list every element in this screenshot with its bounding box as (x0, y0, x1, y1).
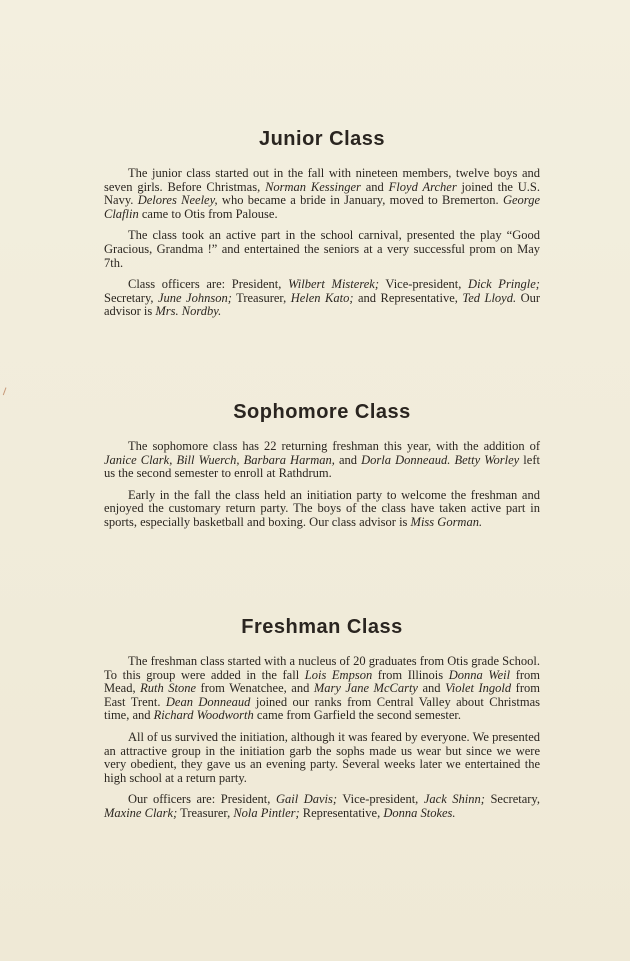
paragraph (104, 489, 540, 530)
name-text: Miss Gorman. (410, 514, 483, 529)
name-text: George Claflin (104, 193, 540, 221)
body-text: Treasurer, (231, 290, 291, 305)
paragraph (104, 793, 540, 820)
sophomore-class-section (104, 401, 540, 538)
body-text: from East Trent. (104, 681, 540, 709)
name-text: Donna Weil (448, 667, 511, 682)
name-text: Richard Woodworth (153, 708, 254, 723)
body-text: from Wenatchee, and (196, 681, 314, 696)
margin-mark (3, 387, 10, 396)
body-text: Treasurer, (177, 805, 234, 820)
body-text: joined our ranks from Central Valley about Christmas time, and (104, 694, 540, 723)
body-text: All of us survived the initiation, although it was feared by everyone. We presented an attractive group in the initiation garb the sophs made us wear but since we were very obedient, they gave us an evening party. Several weeks later we entertained the high school at a return party. (104, 729, 540, 785)
body-text: The class took an active part in the school carnival, presented the play “Good Gracious, Grandma !” and entertained the seniors at a very successful prom on May 7th. (104, 228, 540, 270)
body-text: Representative, (299, 805, 384, 820)
body-text: and (417, 681, 446, 696)
freshman-class-section (104, 616, 540, 829)
body-text: Our advisor is (104, 290, 541, 319)
paragraph (104, 440, 540, 481)
name-text: Wilbert Misterek; (288, 277, 379, 292)
paragraph (104, 731, 540, 785)
body-text: came from Garfield the second semester. (253, 708, 461, 723)
name-text: Gail Davis; (275, 792, 338, 807)
body-text: Early in the fall the class held an initiation party to welcome the freshman and enjoyed the customary return party. The boys of the class have taken active part in sports, especially basketball and boxing. Our class advisor is (104, 487, 540, 529)
name-text: Delores Neeley, (137, 193, 218, 208)
name-text: Violet Ingold (445, 681, 512, 696)
name-text: Mary Jane McCarty (313, 681, 418, 696)
name-text: Dorla Donneaud. Betty Worley (361, 452, 520, 467)
name-text: Janice Clark, Bill Wuerch, Barbara Harman, (104, 452, 335, 467)
body-text: from Illinois (372, 667, 449, 682)
name-text: Lois Empson (304, 667, 373, 682)
body-text: from Mead, (104, 667, 540, 696)
body-text: and Representative, (353, 290, 463, 305)
body-text: joined the U.S. Navy. (104, 179, 541, 208)
junior-class-section (104, 128, 540, 327)
name-text: Ted Lloyd. (462, 290, 517, 305)
name-text: Floyd Archer (388, 179, 457, 194)
body-text: left us the second semester to enroll at Rathdrum. (104, 452, 540, 481)
name-text: Jack Shinn; (423, 792, 485, 807)
name-text: Dean Donneaud (165, 694, 251, 709)
body-text: The sophomore class has 22 returning freshman this year, with the addition of (128, 439, 540, 453)
body-text: Vice-president, (337, 792, 424, 807)
section-heading: Freshman Class (241, 616, 403, 638)
paragraph (104, 229, 540, 270)
body-text: and (360, 179, 389, 194)
name-text: Helen Kato; (290, 290, 354, 305)
name-text: Dick Pringle; (468, 277, 540, 292)
body-text: who became a bride in January, moved to Bremerton. (217, 193, 503, 208)
paragraph (104, 655, 540, 723)
paragraph (104, 278, 540, 319)
body-text: Secretary, (104, 290, 158, 305)
name-text: Mrs. Nordby. (155, 304, 222, 319)
body-text: Secretary, (484, 792, 540, 807)
body-text: and (334, 452, 362, 467)
body-text: came to Otis from Palouse. (138, 206, 278, 221)
body-text: Class officers are: President, (128, 277, 289, 292)
body-text: Our officers are: President, (128, 792, 276, 807)
name-text: June Johnson; (157, 290, 232, 305)
body-text: Vice-president, (378, 277, 469, 292)
name-text: Maxine Clark; (104, 805, 178, 820)
section-heading: Sophomore Class (233, 401, 411, 423)
section-heading: Junior Class (258, 128, 386, 150)
body-text: The freshman class started with a nucleus of 20 graduates from Otis grade School. To this group were added in the fall (104, 654, 540, 682)
name-text: Nola Pintler; (233, 805, 300, 820)
name-text: Ruth Stone (140, 681, 197, 696)
paragraph (104, 167, 540, 221)
body-text: The junior class started out in the fall with nineteen members, twelve boys and seven girls. Before Christmas, (104, 166, 540, 194)
name-text: Donna Stokes. (383, 805, 456, 820)
name-text: Norman Kessinger (265, 179, 361, 194)
